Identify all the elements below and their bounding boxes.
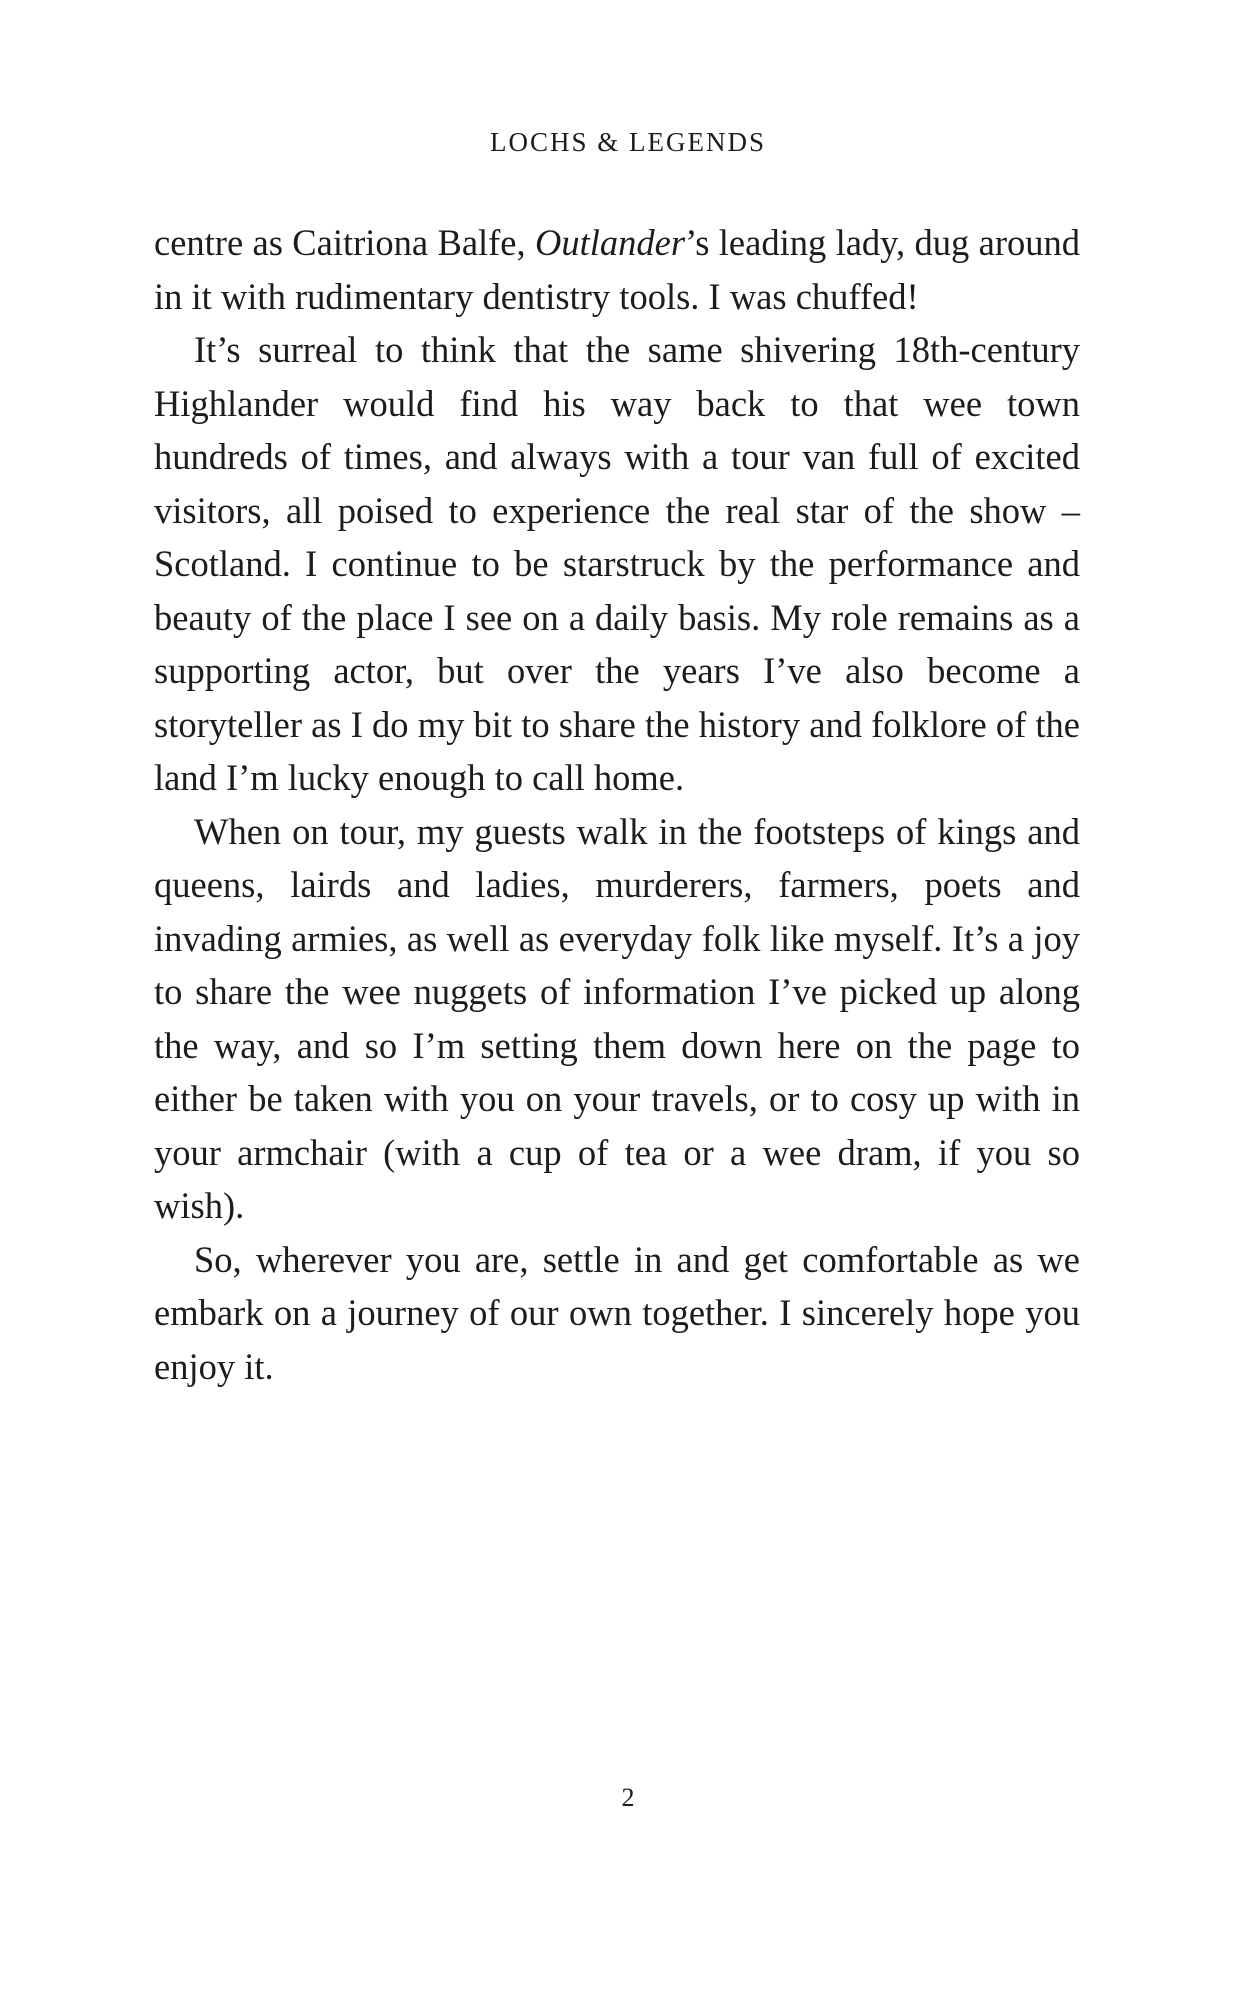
paragraph-1-end: ’s leading lady, dug around in it with rudimentary dentistry tools. I was chuffed! (154, 222, 1081, 317)
body-text (154, 216, 1080, 1393)
paragraph-3: When on tour, my guests walk in the footsteps of kings and queens, lairds and ladies, murderers, farmers, poets and invading armies, as well as everyday folk like myself. It’s a joy to share the wee nuggets of information I’ve picked up along the way, and so I’m setting them down here on the page to either be taken with you on your travels, or to cosy up with in your armchair (with a cup of tea or a wee dram, if you so wish). (154, 810, 1080, 1226)
running-head: LOCHS & LEGENDS (489, 127, 766, 157)
paragraph-1 (154, 216, 1080, 323)
paragraph-1-start: centre as Caitriona Balfe, (154, 222, 536, 263)
paragraph-2: It’s surreal to think that the same shivering 18th-century Highlander would find his way back to that wee town hundreds of times, and always with a tour van full of excited visitors, all poised to experience the real star of the show – Scotland. I continue to be starstruck by the performance and beauty of the place I see on a daily basis. My role remains as a supporting actor, but over the years I’ve also become a storyteller as I do my bit to share the history and folklore of the land I’m lucky enough to call home. (154, 329, 1080, 798)
paragraph-4: So, wherever you are, settle in and get comfortable as we embark on a journey of our own together. I sincerely hope you enjoy it. (154, 1238, 1080, 1387)
page-number: 2 (621, 1783, 635, 1812)
book-title-italic: Outlander (535, 222, 686, 263)
